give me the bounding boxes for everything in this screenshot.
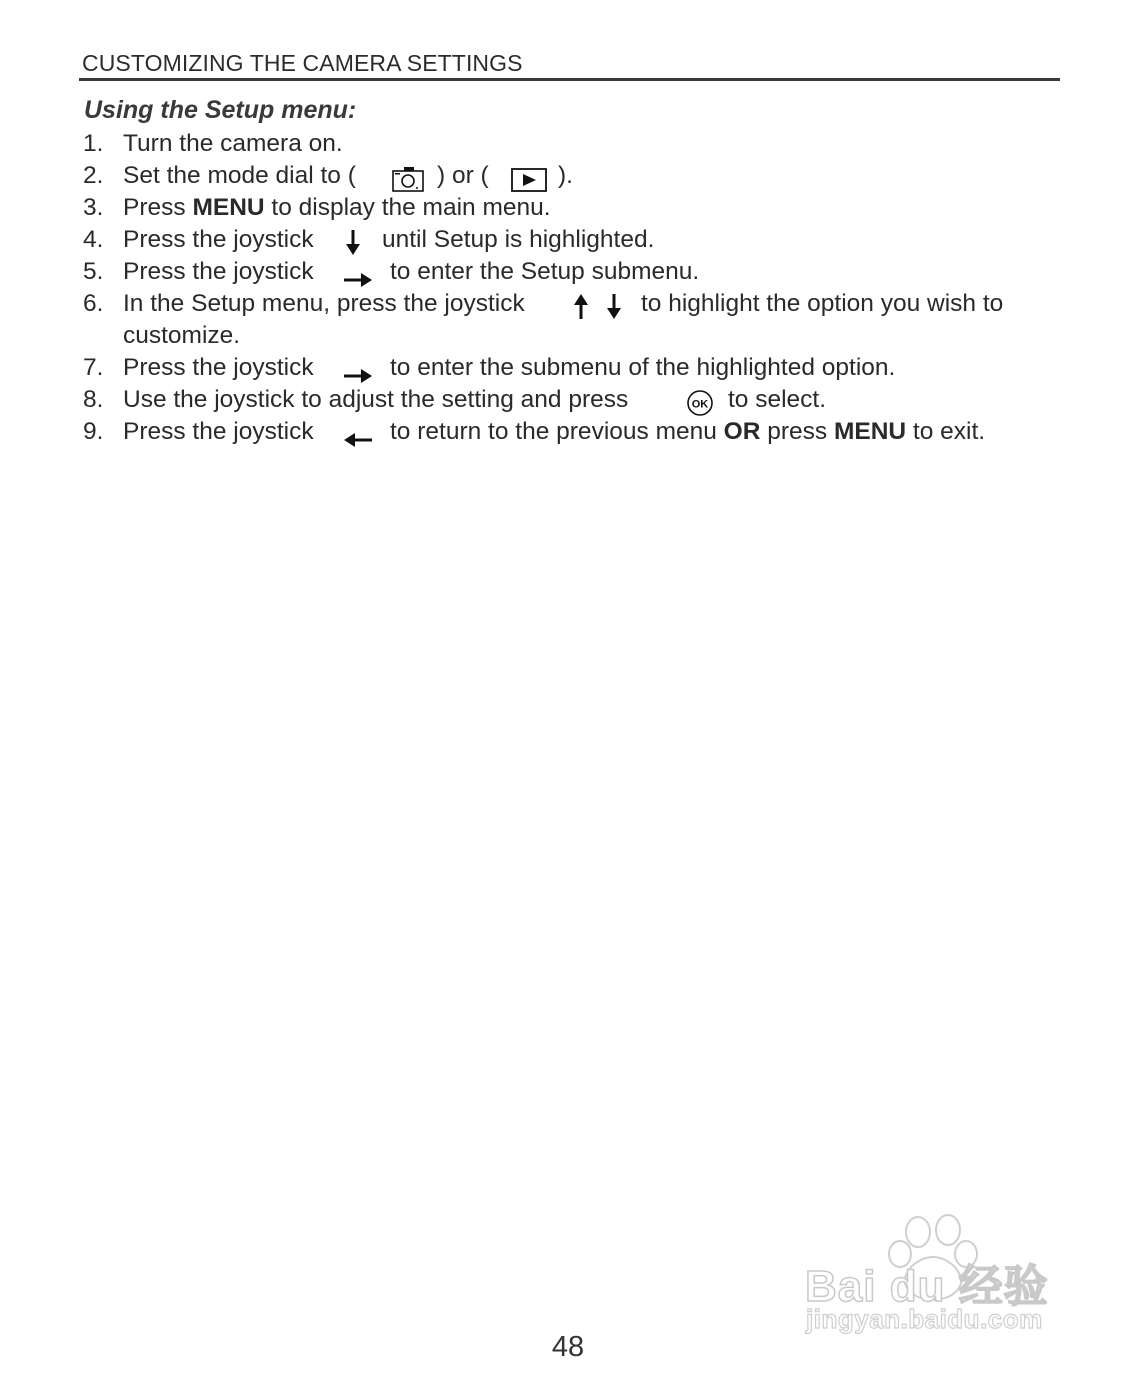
step-text: Use the joystick to adjust the setting and press	[123, 386, 629, 413]
header-rule	[79, 78, 1060, 81]
step-number: 8.	[83, 386, 104, 413]
menu-key-label: MENU	[833, 418, 907, 445]
step-text: to exit.	[906, 418, 986, 445]
list-item	[83, 384, 1063, 416]
step-text: Press	[123, 194, 193, 221]
section-header: CUSTOMIZING THE CAMERA SETTINGS	[82, 50, 523, 76]
step-text: ).	[558, 162, 573, 189]
step-text: to highlight the option you wish to	[641, 290, 1004, 317]
list-item	[83, 192, 1063, 224]
list-item	[83, 288, 1063, 352]
step-text: press	[760, 418, 834, 445]
arrow-left-icon	[342, 424, 374, 456]
step-number: 6.	[83, 290, 104, 317]
camera-mode-icon	[390, 162, 426, 194]
arrow-up-icon	[572, 290, 590, 322]
arrow-down-icon	[605, 291, 623, 323]
watermark-brand: Bai du 经验	[805, 1262, 1049, 1311]
watermark-url: jingyan.baidu.com	[806, 1304, 1043, 1334]
subheading: Using the Setup menu:	[84, 96, 357, 124]
step-text: Press the joystick	[123, 258, 314, 285]
step-number: 7.	[83, 354, 104, 381]
step-text: In the Setup menu, press the joystick	[123, 290, 525, 317]
list-item	[83, 352, 1063, 384]
step-text: Press the joystick	[123, 226, 314, 253]
svg-text:OK: OK	[691, 398, 709, 411]
ok-button-icon	[686, 387, 714, 419]
step-text: Press the joystick	[123, 418, 314, 445]
list-item	[83, 416, 1063, 448]
list-item	[83, 224, 1063, 256]
step-number: 3.	[83, 194, 104, 221]
step-number: 1.	[83, 130, 104, 157]
arrow-down-icon	[344, 227, 362, 259]
step-text: ) or (	[437, 162, 489, 189]
step-number: 5.	[83, 258, 104, 285]
step-text: to display the main menu.	[264, 194, 551, 221]
step-number: 4.	[83, 226, 104, 253]
step-text: to return to the previous menu	[390, 418, 724, 445]
list-item	[83, 256, 1063, 288]
page-number: 48	[551, 1331, 585, 1363]
step-text: to select.	[728, 386, 827, 413]
step-number: 9.	[83, 418, 104, 445]
step-text: to enter the submenu of the highlighted option.	[390, 354, 896, 381]
step-text-continuation: customize.	[123, 322, 241, 349]
menu-key-label: MENU	[192, 194, 265, 221]
step-number: 2.	[83, 162, 104, 189]
step-text: Turn the camera on.	[123, 130, 343, 157]
step-text: to enter the Setup submenu.	[390, 258, 700, 285]
list-item	[83, 128, 1063, 160]
list-item	[83, 160, 1063, 192]
step-text: Press the joystick	[123, 354, 314, 381]
or-label: OR	[723, 418, 761, 445]
steps-list	[83, 128, 1063, 448]
step-text: Set the mode dial to (	[123, 162, 356, 189]
step-text: until Setup is highlighted.	[382, 226, 655, 253]
